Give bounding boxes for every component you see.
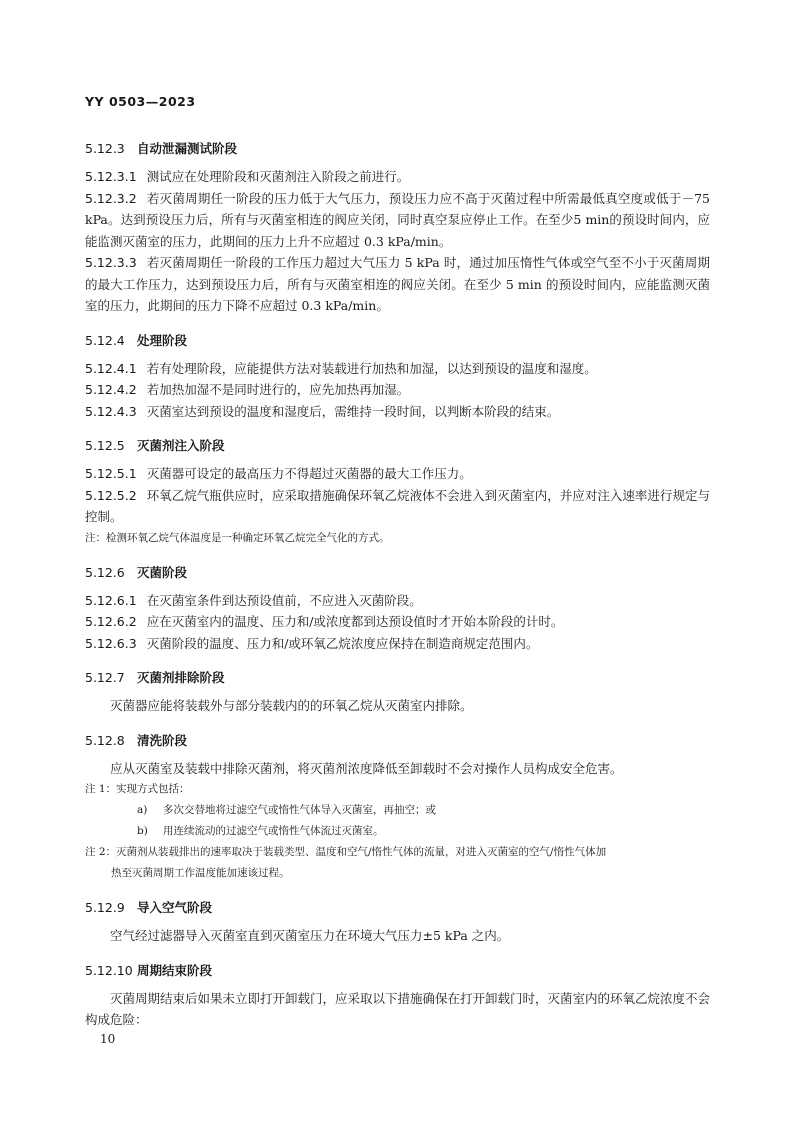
document-id: YY 0503—2023 [85, 94, 196, 109]
section-title: 灭菌阶段 [137, 564, 188, 580]
section-title: 周期结束阶段 [137, 962, 213, 978]
note: 注：检测环氧乙烷气体温度是一种确定环氧乙烷完全气化的方式。 [85, 531, 390, 544]
paragraph: 空气经过滤器导入灭菌室直到灭菌室压力在环境大气压力±5 kPa 之内。 [110, 928, 510, 943]
section-number: 5.12.5 [85, 438, 125, 453]
clause-text: 灭菌器可设定的最高压力不得超过灭菌器的最大工作压力。 [146, 466, 472, 481]
section-heading [85, 562, 710, 584]
section-title: 清洗阶段 [137, 732, 188, 748]
section-number: 5.12.9 [85, 900, 125, 915]
clause-text: 测试应在处理阶段和灭菌剂注入阶段之前进行。 [146, 169, 410, 184]
page-number: 10 [100, 1032, 116, 1046]
clause [85, 463, 710, 485]
list-text: 多次交替地将过滤空气或惰性气体导入灭菌室，再抽空；或 [163, 804, 436, 816]
clause-text: 应在灭菌室内的温度、压力和/或浓度都到达预设值时才开始本阶段的计时。 [146, 614, 564, 629]
clause-number: 5.12.4.2 [85, 382, 137, 397]
clause [85, 358, 710, 380]
clause-number: 5.12.3.3 [85, 255, 137, 270]
clause-text: 环氧乙烷气瓶供应时，应采取措施确保环氧乙烷液体不会进入到灭菌室内，并应对注入速率进行规定与控制。 [85, 487, 710, 524]
document-body [85, 138, 710, 1031]
section-heading [85, 435, 710, 457]
clause-text: 若有处理阶段，应能提供方法对装载进行加热和加湿，以达到预设的温度和湿度。 [146, 360, 597, 376]
clause-number: 5.12.6.1 [85, 592, 137, 608]
list-label: b) [137, 825, 148, 837]
section-number: 5.12.4 [85, 332, 125, 348]
section-heading [85, 330, 710, 352]
note: 注 1：实现方式包括： [85, 783, 190, 795]
section-number: 5.12.7 [85, 670, 125, 685]
clause [85, 166, 710, 188]
clause-number: 5.12.4.3 [85, 403, 137, 419]
clause-text: 若灭菌周期任一阶段的工作压力超过大气压力 5 kPa 时，通过加压惰性气体或空气至不小于灭菌周期的最大工作压力，达到预设压力后，所有与灭菌室相连的阀应关闭。在至少 5 min 的预设时间内，应能监测灭菌室的压力，此期间的压力下降不应超过 0.3 kPa/min。 [85, 255, 710, 313]
section-heading [85, 897, 710, 919]
paragraph: 应从灭菌室及装载中排除灭菌剂，将灭菌剂浓度降低至卸载时不会对操作人员构成安全危害。 [110, 760, 623, 776]
clause [85, 252, 710, 317]
clause [85, 485, 710, 528]
clause-text: 若灭菌周期任一阶段的压力低于大气压力，预设压力应不高于灭菌过程中所需最低真空度或低于－75 kPa。达到预设压力后，所有与灭菌室相连的阀应关闭，同时真空泵应停止工作。在至少5 min的预设时间内，应能监测灭菌室的压力，此期间的压力上升不应超过 0.3 kPa/min。 [85, 190, 710, 249]
section-heading [85, 667, 710, 689]
clause-number: 5.12.3.2 [85, 190, 137, 206]
clause-number: 5.12.6.2 [85, 614, 137, 629]
section-title: 灭菌剂注入阶段 [137, 438, 225, 453]
paragraph: 灭菌器应能将装载外与部分装载内的的环氧乙烷从灭菌室内排除。 [110, 698, 473, 713]
clause [85, 611, 710, 633]
clause-number: 5.12.4.1 [85, 360, 137, 376]
clause-number: 5.12.3.1 [85, 169, 137, 184]
note-continuation: 热至灭菌周期工作温度能加速该过程。 [111, 867, 290, 879]
clause-text: 灭菌阶段的温度、压力和/或环氧乙烷浓度应保持在制造商规定范围内。 [146, 635, 539, 651]
clause [85, 401, 710, 423]
section-heading [85, 960, 710, 982]
section-number: 5.12.10 [85, 962, 133, 978]
clause [85, 590, 710, 612]
section-heading [85, 138, 710, 160]
clause-number: 5.12.5.1 [85, 466, 137, 481]
note: 注 2：灭菌剂从装载排出的速率取决于装载类型、温度和空气/惰性气体的流量，对进入灭菌室的空气/惰性气体加 [85, 846, 607, 858]
clause-text: 在灭菌室条件到达预设值前，不应进入灭菌阶段。 [146, 592, 422, 608]
list-text: 用连续流动的过滤空气或惰性气体流过灭菌室。 [163, 825, 384, 837]
clause [85, 379, 710, 401]
note-list-item [85, 821, 710, 842]
section-heading [85, 730, 710, 752]
section-title: 自动泄漏测试阶段 [137, 141, 238, 156]
clause-number: 5.12.5.2 [85, 487, 137, 503]
section-number: 5.12.8 [85, 732, 125, 748]
list-label: a) [137, 804, 148, 816]
clause-text: 若加热加湿不是同时进行的，应先加热再加湿。 [146, 382, 410, 397]
note-list-item [85, 800, 710, 821]
clause-text: 灭菌室达到预设的温度和湿度后，需维持一段时间，以判断本阶段的结束。 [146, 403, 560, 419]
section-number: 5.12.6 [85, 564, 125, 580]
section-title: 灭菌剂排除阶段 [137, 670, 225, 685]
section-title: 导入空气阶段 [137, 900, 213, 915]
clause [85, 633, 710, 655]
section-title: 处理阶段 [137, 332, 188, 348]
paragraph: 灭菌周期结束后如果未立即打开卸载门，应采取以下措施确保在打开卸载门时，灭菌室内的环氧乙烷浓度不会构成危险： [85, 990, 711, 1027]
clause-number: 5.12.6.3 [85, 635, 137, 651]
section-number: 5.12.3 [85, 141, 125, 156]
clause [85, 188, 710, 253]
